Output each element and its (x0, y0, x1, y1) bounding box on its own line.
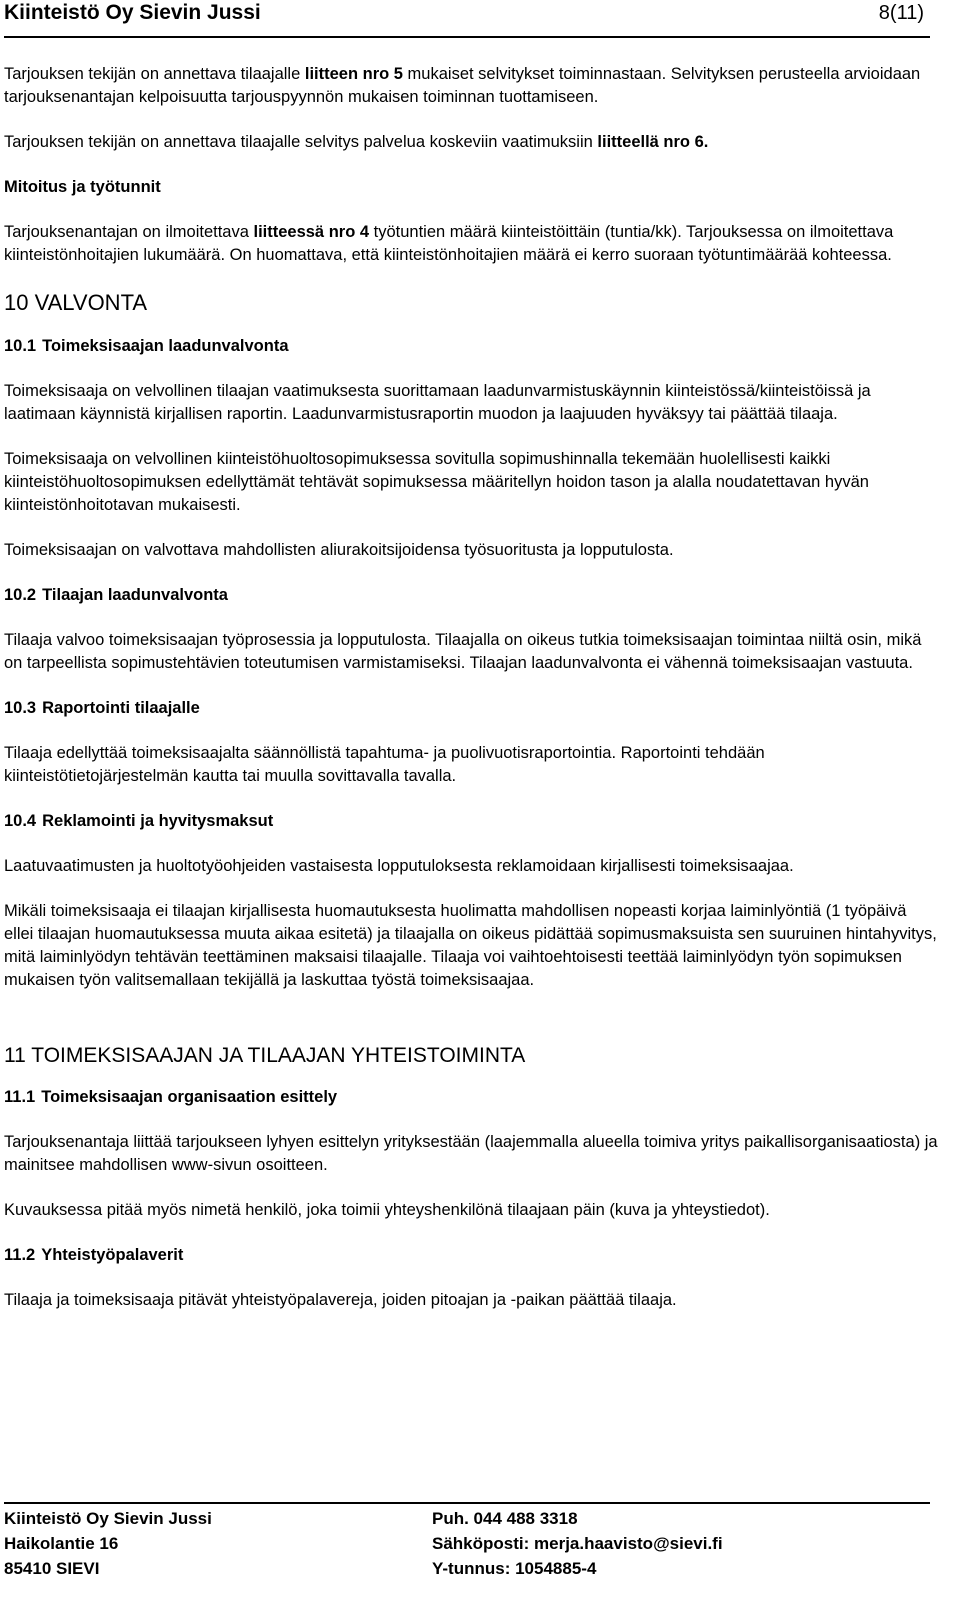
footer-email: Sähköposti: merja.haavisto@sievi.fi (432, 1534, 723, 1553)
paragraph-liite-4: Tarjouksenantajan on ilmoitettava liitteessä nro 4 työtuntien määrä kiinteistöittäin (tuntia/kk). Tarjouksessa on ilmoitettava kiinteistönhoitajien lukumäärä. On huomattava, että kiinteistönhoitajien määrä ei kerro suoraan työtuntimäärää kohteessa. (4, 223, 894, 264)
paragraph-reklamointi: Laatuvaatimusten ja huoltotyöohjeiden vastaisesta lopputuloksesta reklamoidaan kirjallisesti toimeksisaajaa. (4, 857, 794, 875)
paragraph-liite-5: Tarjouksen tekijän on annettava tilaajalle liitteen nro 5 mukaiset selvitykset toiminnastaan. Selvityksen perusteella arvioidaan tarjouksenantajan kelpoisuutta tarjouspyynnön mukaisen toiminnan tuottamiseen. (4, 65, 921, 106)
section-title-10-2: 10.2 Tilaajan laadunvalvonta (4, 586, 228, 604)
paragraph-hyvitys: Mikäli toimeksisaaja ei tilaajan kirjallisesta huomautuksesta huolimatta mahdollisen nopeasti korjaa laiminlyöntiä (1 työpäivä ellei tilaajan huomautuksessa muuta aikaa esitetä) ja tilaajalla on oikeus pidättää sopimusmaksuista sen suuruinen hintahyvitys, mitä laiminlyödyn tehtävän teettäminen maksaisi tilaajalle. Tilaaja voi vaihtoehtoisesti teettää laiminlyödyn työn sopimuksen mukaisen työn valitsemallaan tekijällä ja laskuttaa työstä toimeksisaajaa. (4, 902, 937, 989)
paragraph-aliurakoitsijat: Toimeksisaajan on valvottava mahdollisten aliurakoitsijoidensa työsuoritusta ja lopputulosta. (4, 541, 674, 559)
paragraph-tilaajan-valvonta: Tilaaja valvoo toimeksisaajan työprosessia ja lopputulosta. Tilaajalla on oikeus tutkia toimeksisaajan toimintaa niiltä osin, mikä on tarpeellista sopimustehtävien toteutumisen varmistamiseksi. Tilaajan laadunvalvonta ei vähennä toimeksisaajan vastuuta. (4, 631, 922, 672)
footer-postal: 85410 SIEVI (4, 1559, 100, 1578)
page-header (4, 0, 930, 38)
footer-street: Haikolantie 16 (4, 1534, 119, 1553)
page-footer (4, 1502, 930, 1602)
section-title-11-1: 11.1 Toimeksisaajan organisaation esittely (4, 1088, 338, 1106)
footer-address (4, 1506, 212, 1581)
section-heading-10: 10 VALVONTA (4, 290, 148, 315)
footer-contact (432, 1506, 723, 1581)
footer-phone: Puh. 044 488 3318 (432, 1509, 578, 1528)
section-title-11-2: 11.2 Yhteistyöpalaverit (4, 1246, 184, 1264)
paragraph-palaverit: Tilaaja ja toimeksisaaja pitävät yhteistyöpalavereja, joiden pitoajan ja -paikan päättää tilaaja. (4, 1291, 677, 1309)
section-title-10-1: 10.1 Toimeksisaajan laadunvalvonta (4, 337, 289, 355)
page-number: 8(11) (878, 2, 924, 24)
header-company-name: Kiinteistö Oy Sievin Jussi (4, 1, 261, 24)
paragraph-velvollisuus: Toimeksisaaja on velvollinen kiinteistöhuoltosopimuksessa sovitulla sopimushinnalla tekemään huolellisesti kaikki kiinteistöhuoltosopimuksen edellyttämät tehtävät sopimuksessa määritellyn hoidon tason ja alalla noudatettavan hyvän kiinteistönhoitotavan mukaisesti. (4, 450, 869, 514)
paragraph-yhteyshenkilo: Kuvauksessa pitää myös nimetä henkilö, joka toimii yhteyshenkilönä tilaajaan päin (kuva ja yhteystiedot). (4, 1201, 770, 1219)
paragraph-liite-6: Tarjouksen tekijän on annettava tilaajalle selvitys palvelua koskeviin vaatimuksiin liitteellä nro 6. (4, 133, 709, 151)
section-heading-11: 11 TOIMEKSISAAJAN JA TILAAJAN YHTEISTOIMINTA (4, 1044, 526, 1067)
section-title-10-3: 10.3 Raportointi tilaajalle (4, 699, 200, 717)
paragraph-raportointi: Tilaaja edellyttää toimeksisaajalta säännöllistä tapahtuma- ja puolivuotisraportointia. Raportointi tehdään kiinteistötietojärjestelmän kautta tai muulla sovittavalla tavalla. (4, 744, 765, 785)
paragraph-laadunvarmistus: Toimeksisaaja on velvollinen tilaajan vaatimuksesta suorittamaan laadunvarmistuskäynnin kiinteistössä/kiinteistöissä ja laatimaan käynnistä kirjallisen raportin. Laadunvarmistusraportin muodon ja laajuuden hyväksyy tai päättää tilaaja. (4, 382, 871, 423)
document-body (4, 63, 940, 1334)
footer-business-id: Y-tunnus: 1054885-4 (432, 1559, 597, 1578)
paragraph-esittely: Tarjouksenantaja liittää tarjoukseen lyhyen esittelyn yrityksestään (laajemmalla alueella toimiva yritys paikallisorganisaatiosta) ja mainitsee mahdollisen www-sivun osoitteen. (4, 1133, 938, 1174)
footer-company: Kiinteistö Oy Sievin Jussi (4, 1509, 212, 1528)
section-title-10-4: 10.4 Reklamointi ja hyvitysmaksut (4, 812, 274, 830)
subheading-mitoitus: Mitoitus ja työtunnit (4, 178, 161, 196)
